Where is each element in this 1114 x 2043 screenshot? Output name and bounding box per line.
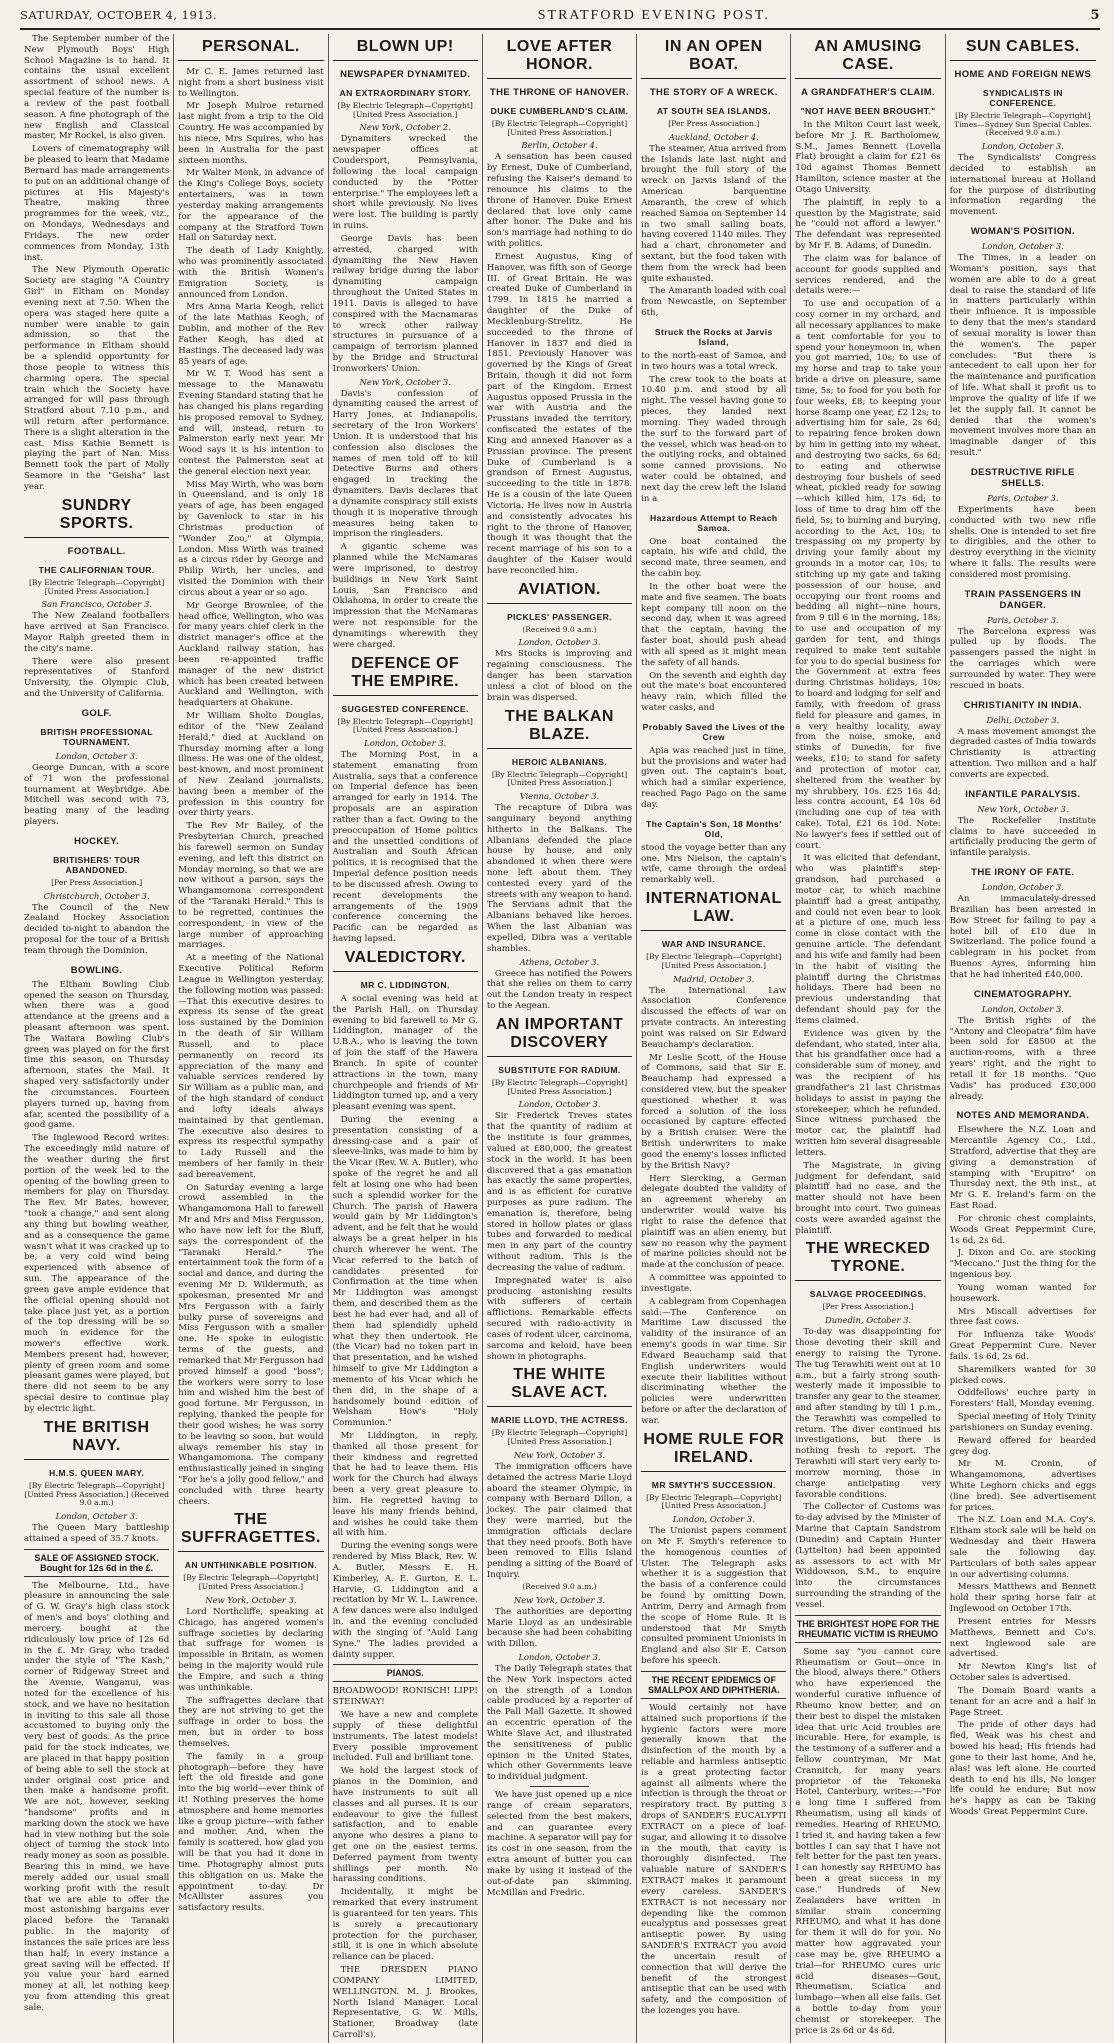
- wire-credit: [By Electric Telegraph—Copyright] [United Press Association.]: [337, 101, 473, 119]
- paragraph: To use and occupation of a cosy corner in my orchard, and all necessary appliances to make a tent comfortable for you to spend your honeymoon in, when you got married, 10s; to use of my horse and trap to take your bride a drive on pleasure, same time, 5s; to food for you both for four weeks, £8; to keeping your horse 8camp one year, £2 12s; to advertising him for sale, 2s 6d; to repairing fence broken down by him in getting into my wheat, and destroying two sacks, 6s 6d; to eating and otherwise destroying four bushels of seed wheat, pickled ready for sowing—which killed him, 17s 6d; to loss of time to drag him off the field, 5s; to burning and burying, according to the Act, 10s; to trespassing on my property by driving your family about my grounds in a motor car, 10s; to stitching up my gate and taking possession of our house, and occupying our front rooms and bedding all night—nine hours, from 9 till 6 in the morning, 18s; to use and occupation of my garden for tent, and things required to make tent suitable for you to do special business for the Government at extra fees during Christmas holidays, 10s; to board and lodging for self and family, with freedom of grass field for pleasure and games, in a very healthy locality, away from the noise, smoke, and stinks of Dunedin, for five weeks, £10; to stand for safety and protection of motor car, sheltered from the weather by my shrubbery, 10s. £25 16s 4d; less contra account, £4 10s 6d (including one cup of tea with cake). Total, £21 6s 10d. Note: No lawyer's fees if settled out of court.: [795, 299, 941, 851]
- wire-credit: (Received 9.0 a.m.): [522, 1581, 597, 1591]
- paragraph: Would certainly not have attained such proportions if the hygienic factors were more generally known that the disinfection of the mouth by a reliable and harmless antiseptic is a great protecting factor against all ailments where the infection is through the throat or respiratory tract. By putting 3 drops of SANDER'S EUCALYPTI EXTRACT on a piece of loaf-sugar, and allowing it to dissolve in the mouth, that cavity is thoroughly disinfected. The valuable nature of SANDER'S EXTRACT makes it paramount every careless. SANDER'S EXTRACT is not necessary nor depending like the common eucalyptus and possesses great antiseptic power. By using SANDER'S EXTRACT you avoid the uncertain result of connection that will derive the benefit of the strongest antiseptic that can be used with safety, and the composition of the lozenges you have.: [641, 1702, 787, 2017]
- paragraph: The authorities are deporting Marie Lloyd as an undesirable because she had been cohabiting with Dillon.: [486, 1606, 633, 1650]
- paragraph: THE DRESDEN PIANO COMPANY LIMITED, WELLINGTON. M. J. Brookes, North Island Manager. Local Representative, G. W. Mills, Stationer, Broadway (late Carroll's).: [332, 1965, 478, 2041]
- subheading: FOOTBALL.: [67, 545, 126, 557]
- column-2: [174, 34, 328, 2043]
- section-headline: AN AMUSING CASE.: [795, 38, 940, 79]
- paragraph: Herr Siercking, a German delegate doubted the validity of an agreement whereby an underwriter would waive his right to raise the defence that plaintiff was an alien enemy, but saw no reason why the payment of marine policies should not be made at the conclusion of peace.: [641, 1173, 787, 1271]
- dateline: London, October 3.: [518, 1099, 601, 1110]
- subheading: "NOT HAVE BEEN BROUGHT.": [800, 106, 936, 116]
- dateline: Delhi, October 3.: [986, 714, 1060, 725]
- wire-credit: [By Electric Telegraph—Copyright] [United Press Association.]: [491, 1077, 628, 1096]
- subheading: BRITISH PROFESSIONAL TOURNAMENT.: [40, 726, 153, 747]
- paragraph: At a meeting of the National Executive Political Reform League in Wellington yesterday, the following motion was passed:—That this executive desires to express its sense of the great loss sustained by the Dominion in the death of Sir William Russell, and to place permanently on record its appreciation of the many and valuable services rendered by Sir William as a public man, and of the high standard of conduct and lofty ideals always maintained by that gentleman. The executive also desires to express its respectful sympathy to Lady Russell and the members of her family in their sad bereavement.: [178, 953, 324, 1180]
- ad-headline: THE BRIGHTEST HOPE FOR THE RHEUMATIC VICTIM IS RHEUMO: [796, 1618, 940, 1639]
- dateline: Paris, October 3.: [987, 614, 1059, 625]
- paragraph: Mrs Stocks is improving and regaining consciousness. The danger has been starvation unless a clot of blood on the brain was dispersed.: [486, 649, 633, 703]
- paragraph: On Saturday evening a large crowd assembled in the Whangamomona Hall to farewell Mr and Mrs and Miss Fergusson, who have now left for the Bluff, says the correspondent of the "Taranaki Herald." The entertainment took the form of a social and dance, and during the evening Mr D. Wildermuth, as spokesman, presented Mr and Mrs Fergusson with a fairly bulky purse of sovereigns and Miss Fergusson with a smaller one. He spoke in eulogistic terms of the guests, and remarked that Mr Fergusson had proved himself a good "boss"; the workers were sorry to lose him and wished him the best of good fortune. Mr Fergusson, in replying, thanked the people for their good wishes; he was sorry to be leaving so soon, but would always remember his stay in Whangamomona. The company enthusiastically joined in singing "For he's a jolly good fellow," and concluded with three hearty cheers.: [178, 1182, 324, 1507]
- subheading: H.M.S. QUEEN MARY.: [49, 1467, 145, 1478]
- paragraph: Lovers of cinematography will be pleased to learn that Madame Bernard has made arrangements to put on an additional change of pictures at His Majesty's Theatre, making three programmes for the week, viz., on Mondays, Wednesdays and Fridays. The new order commences from Monday, 13th inst.: [24, 144, 170, 263]
- subheading: BOWLING.: [70, 964, 123, 976]
- paragraph: For Influenza take Woods' Great Peppermint Cure. Never fails. 1s 6d, 2s 6d.: [949, 1330, 1096, 1362]
- paragraph: Mr C. E. James returned last night from a short business visit to Wellington.: [178, 67, 324, 99]
- paragraph: The September number of the New Plymouth Boys' High School Magazine is to hand. It contains the usual excellent assortment of school news. A special feature of the number is a review of the past football season. A fine photograph of the new English and Classical master, Mr Rockel, is also given.: [24, 34, 170, 142]
- paragraph: Davis's confession of dynamiting caused the arrest of Harry Jones, at Indianapolis, secretary of the Iron Workers' Union. It is understood that his confession also discloses the names of men told off to kill Detective Burns and others engaged in tracking the dynamiters. Davis declares that a dynamite conspiracy still exists though it is inoperative through measures being taken to imprison the ringleaders.: [332, 388, 478, 540]
- dateline: London, October 3.: [364, 737, 447, 748]
- section-headline: THE WHITE SLAVE ACT.: [487, 1366, 632, 1407]
- subheading: THE THRONE OF HANOVER.: [489, 87, 630, 98]
- paragraph: The Domain Board wants a tenant for an acre and a half in Page Street.: [949, 1685, 1096, 1718]
- paragraph: The Unionist papers comment on Mr F. Smyth's reference to the homogenous counties of Ulster. The Telegraph asks whether it is a suggestion that the basis of a conference could be found by omitting Down, Antrim, Derry and Armagh from the scope of Home Rule. It is understood that Mr Smyth consulted prominent Unionists in England and also Sir E. Carson before his speech.: [641, 1526, 787, 1667]
- paragraph: Mr George Brownlee, of the head office, Wellington, who was for many years chief clerk in the district manager's office at the Auckland railway station, has been re-appointed traffic manager of the new district which has been created between Auckland and Wellington, with headquarters at Ohakune.: [178, 600, 324, 709]
- dateline: London, October 3.: [981, 241, 1064, 252]
- paragraph: Ernest Augustus, King of Hanover, was fifth son of George III. of Great Britain. He was created Duke of Cumberland in 1799. In 1815 he married a daughter of the Duke of Mecklenburg-Strelitz. He succeeded to the throne of Hanover in 1837 and died in 1851. Previously Hanover was governed by the Kings of Great Britain, though it did not form part of the Kingdom. Ernest Augustus opposed Prussia in the war with Austria and the Prussians invaded the territory, confiscated the estates of the King and annexed Hanover as a Prussian province. The present Duke of Cumberland is a grandson of Ernest Augustus, succeeding to the title in 1878. He is a cousin of the late Queen Victoria. He lives now in Austria and consistently advocates his right to the throne of Hanover, though it was thought that the recent marriage of his son to a daughter of the Kaiser would have reconciled him.: [486, 251, 633, 576]
- section-headline: AVIATION.: [487, 581, 632, 604]
- section-headline: THE BRITISH NAVY.: [24, 1419, 169, 1460]
- paragraph: It was elicited that defendant, who was plaintiff's step-grandson, had purchased a motor car, to which machine plaintiff had a great antipathy, and could not even bear to look at a picture of one, much less come in close contact with the genuine article. The defendant and his wife and family had been in the habit of visiting the plaintiff during the Christmas holidays. There had been no previous understanding that defendant should pay for the items claimed.: [795, 853, 941, 1026]
- paragraph: The steamer, Atua arrived from the Islands late last night and brought the full story of the wreck on Jarvis Island of the American barquentine Amaranth, the crew of which reached Samoa on September 14 in two small sailing boats, having covered 1140 miles. They had a chart, chronometer and sextant, but the food taken with them from the wreck had been quite exhausted.: [641, 143, 787, 284]
- paragraph: Mr William Sholto Douglas, editor of the "New Zealand Herald," died at Auckland on Thursday morning after a long illness. He was one of the oldest, best-known, and most prominent of New Zealand journalists, having been a member of the profession in this country for over thirty years.: [178, 711, 324, 819]
- paragraph: Mr M. Cronin, of Whangamomona, advertises White Leghorn chicks and eggs (line bred). See advertisement for prices.: [949, 1459, 1096, 1513]
- paragraph: George Duncan, with a score of 71 won the professional tournament at Weybridge. Abe Mitchell was second with 73, beating many of the leading players.: [24, 762, 170, 827]
- columns: [20, 34, 1100, 2041]
- section-headline: HOME RULE FOR IRELAND.: [641, 1431, 786, 1472]
- subheading: AT SOUTH SEA ISLANDS.: [656, 106, 771, 116]
- paragraph: The Queen Mary battleship attained a speed of 35.7 knots.: [24, 1522, 170, 1544]
- paragraph: Mr Walter Monk, in advance of the King's College Boys, society entertainers, was in town yesterday making arrangements for the appearance of the company at the Stratford Town Hall on Saturday next.: [178, 168, 324, 244]
- dateline: New York, October 3.: [513, 1449, 606, 1460]
- paragraph: A committee was appointed to investigate.: [641, 1273, 787, 1294]
- dateline: Athens, October 3.: [519, 956, 600, 967]
- section-headline: THE SUFFRAGETTES.: [178, 1511, 323, 1552]
- subheading: SALVAGE PROCEEDINGS.: [809, 1289, 927, 1300]
- paragraph: to the north-east of Samoa, and in two hours was a total wreck.: [641, 350, 787, 372]
- paragraph: The Eltham Bowling Club opened the season on Thursday, when there was a good attendance at the greens and a pleasant afternoon was spent. The Waitara Bowling Club's green was played on for the first time this season, on Thursday afternoon, states the Mail. It shaped very satisfactorily under the circumstances. Fourteen players turned up, having from afar, scented the possibility of a good game.: [24, 979, 170, 1131]
- paragraph: Mrs Anna Maria Keogh, relict of the late Mathias Keogh, of Dublin, and mother of the Rev Father Keogh, has died at Hastings. The deceased lady was 85 years of age.: [178, 302, 324, 367]
- paragraph: The recapture of Dibra was sanguinary beyond anything hitherto in the Balkans. The Albanians defended the place house by house, and only abandoned it when there were none left about them. They contested every yard of the streets with any weapon to hand. The Servians admit that the Albanians behaved like heroes. When the last Albanian was expelled, Dibra was a veritable shambles.: [486, 803, 633, 954]
- paragraph: We hold the largest stock of pianos in the Dominion, and have instruments to suit all classes and all purses. It is our endeavour to give the fullest satisfaction, and to enable anyone who desires a piano to get one on the easiest terms. Deferred payment from twenty shillings per month. No harassing conditions.: [332, 1766, 478, 1885]
- dateline: London, October 3.: [981, 141, 1064, 152]
- paragraph: Miss May Wirth, who was born in Queensland, and is only 18 years of age, has been engaged by Gavenlock to star in his Christmas production of "Wonder Zoo," at Olympia, London. Miss Wirth was trained as a circus rider by George and Philip Wirth, her uncles, and visited the Dominion with their circus about a year or so ago.: [178, 479, 324, 598]
- dateline: Paris, October 3.: [987, 492, 1059, 503]
- paragraph: One boat contained the captain, his wife and child, the second mate, three seamen, and the cabin boy.: [641, 536, 787, 580]
- paragraph: The Collector of Customs was to-day advised by the Minister of Marine that Captain Sandstrom (Dunedin) and Captain Hunter (Lyttelton) had been appointed as assessors to act with Mr Widdowson, S.M., to enquire into the circumstances surrounding the stranding of the vessel.: [795, 1502, 941, 1610]
- subheading: THE CALIFORNIAN TOUR.: [38, 564, 155, 575]
- paragraph: A gigantic scheme was planned while the McNamaras were imprisoned, to destroy buildings in New York Saint Louis, San Francisco and Oklahoma, in order to create the impression that the McNamaras were not responsible for the dynamitings wherewith they were charged.: [332, 542, 478, 650]
- subheading: AN EXTRAORDINARY STORY.: [339, 88, 471, 98]
- wire-credit: [By Electric Telegraph—Copyright] [United Press Association.]: [337, 716, 473, 735]
- wire-credit: [Per Press Association.]: [51, 877, 143, 887]
- paragraph: A cablegram from Copenhagen said:—The Conference on Maritime Law discussed the validity of the insurance of an enemy's goods in war time. Sir Edward Beauchamp said that English underwriters would execute their liabilities without discriminating whether the policies were underwritten before or after the declaration of war.: [641, 1296, 787, 1426]
- paragraph: The Rev Mr Bailey, of the Presbyterian Church, preached his farewell sermon on Sunday evening, and left this district on Monday morning, so that we are now without a parson, says the Whangamomona correspondent of the "Taranaki Herald." This is to be regretted, continues the correspondent, in view of the large number of approaching marriages.: [178, 821, 324, 951]
- paragraph: The family in a group photograph—before they have left the old fireside and gone into the big world—ever think of it! Nothing preserves the home atmosphere and home memories like a group picture—with father and mother. And, when the family is scattered, how glad you will be that you had it done in time. Photography almost puts this obligation on us. Make the appointment to-day. Dr McAllister assures you satisfactory results.: [178, 1751, 324, 1914]
- paragraph: Experiments have been conducted with two new rifle shells. One is intended to set fire to dirigibles, and the other to destroy everything in the vicinity where it falls. The results were considered most promising.: [949, 504, 1096, 580]
- dateline: London, October 3.: [518, 1652, 601, 1662]
- paragraph: Incidentally, it might be remarked that every instrument is guaranteed for ten years. This is surely a precautionary protection for the purchaser, still, it is one in which absolute reliance can be placed.: [332, 1887, 478, 1963]
- paragraph: The International Law Association Conference discussed the effects of war on private contracts. An interesting point was raised on Sir Edward Beauchamp's declaration.: [641, 985, 787, 1050]
- subheading: INFANTILE PARALYSIS.: [965, 788, 1081, 800]
- dateline: Berlin, October 4.: [521, 140, 598, 151]
- subheading: HOCKEY.: [74, 835, 120, 847]
- advertisement: [333, 1664, 478, 1682]
- paragraph: BROADWOOD! RONISCH! LIPP! STEINWAY!: [332, 1686, 478, 1708]
- subheading: PICKLES' PASSENGER.: [506, 611, 612, 622]
- paragraph: The Syndicalists' Congress decided to establish an international bureau at Holland for the purpose of distributing information regarding the movement.: [949, 153, 1096, 218]
- paragraph: Evidence was given by the defendant, who stated, inter alia, that his grandfather once had a considerable sum of money, and was the recipient of his grandfather's 21 last Christmas holidays to assist in paying the storekeeper, which he refunded. Since witness purchased the motor car, the plaintiff had written him several disagreeable letters.: [795, 1028, 941, 1158]
- paragraph: We have just opened up a nice range of cream separators, selected from the best makers, and can guarantee every machine. A separator will pay for its cost in one season, from the extra amount of butter you can make by using it instead of the out-of-date pan skimming. McMillan and Fredric.: [486, 1790, 633, 1898]
- paragraph: To-day was disappointing for those devoting their skill and energy to raising the Tyrone. The tug Terawhiti went out at 10 a.m., but a fairly strong south-westerly made it impossible to transfer any gear to the steamer, and after standing by till 1 p.m., the Terawhiti was compelled to return. The diver continued his investigations, but there is nothing fresh to report. The Terawhiti will start very early to-morrow morning, those in charge anticipating very favorable conditions.: [795, 1327, 941, 1500]
- paragraph: Lord Northcliffe, speaking at Chicago, has angered women's suffrage societies by declaring that suffrage for women is impossible in Britain, as women being in the majority would rule the Empire, and such a thing was unthinkable.: [178, 1606, 324, 1693]
- wire-credit: [By Electric Telegraph—Copyright] [United Press Association.] (Received 9.0 a.m.): [24, 1480, 169, 1508]
- dateline: New York, October 3.: [359, 376, 451, 387]
- dateline: New York, October 2.: [359, 122, 451, 133]
- subheading: DUKE CUMBERLAND'S CLAIM.: [490, 106, 629, 116]
- paragraph: George Davis has been arrested, charged with dynamiting the New Haven railway bridge during the labor dynamiting campaign throughout the United States in 1911. Davis is alleged to have conspired with the Macnamaras to wreck other railway structures in pursuance of a campaign of terrorism planned by the Bridge and Structural Ironworkers' Union.: [332, 233, 478, 374]
- dateline: London, October 3.: [55, 750, 138, 761]
- subheading: BRITISHERS' TOUR ABANDONED.: [53, 854, 141, 875]
- dateline: Dunedin, October 3.: [824, 1315, 912, 1326]
- wire-credit: [By Electric Telegraph—Copyright] [United Press Association.]: [491, 1428, 628, 1447]
- wire-credit: [By Electric Telegraph—Copyright] [United Press Association.]: [491, 769, 628, 788]
- advertisement: [795, 1615, 940, 1643]
- issue-date: SATURDAY, OCTOBER 4, 1913.: [20, 8, 218, 22]
- paragraph: In the Milton Court last week, before Mr J. R. Bartholomew, S.M., James Bennett (Lovella Flat) brought a claim for £21 6s 10d against Thomas Bennett Hamilton, science master at the Otago University.: [795, 120, 941, 195]
- paragraph: The Inglewood Record writes: The exceedingly mild nature of the weather during the first portion of the week led to the opening of the bowling green to members for play on Thursday. The Rev. Mr Bates, however, "took a change," and sent along any thing but bowling weather, and as a consequence the game wasn't what it was cracked up to be, a very cold wind being experienced with absence of sun. The appearance of the green gave ample evidence that the official opening should not take place just yet, as a portion of the top dressing will be so much in evidence for the mower's effective work. Members present had, however, plenty of green room and some pleasant games were played, but there did not seem to be any special desire to continue play by electric light.: [24, 1133, 170, 1414]
- section-headline: SUNDRY SPORTS.: [24, 497, 169, 538]
- paragraph: Mr Liddington, in reply, thanked all those present for their kindness and regretted that he had to leave them. His work for the Church had always been a very great pleasure to him. He regretted having to leave his many friends behind, and wishes he could take them all with him.: [332, 1431, 478, 1539]
- advertisement: [641, 1671, 786, 1699]
- paragraph: The immigration officers have detained the actress Marie Lloyd aboard the steamer Olympic, in company with Bernard Dillon, a jockey. The pair claimed that they were married, but the immigration officials declare that they need proofs. Both have been removed to Ellis Island pending a sitting of the Board of Inquiry.: [486, 1461, 633, 1581]
- paragraph: The death of Lady Knightly, who was prominently associated with the British Women's Emigration Society, is announced from London.: [178, 246, 324, 300]
- paragraph: The Rockefeller Institute claims to have succeeded in artificially producing the germ of infantile paralysis.: [949, 815, 1096, 859]
- paragraph: Young woman wanted for housework.: [949, 1282, 1096, 1304]
- wire-credit: [By Electric Telegraph—Copyright] [United Press Association.]: [646, 952, 782, 970]
- subheading: The Captain's Son, 18 Months' Old,: [646, 818, 782, 839]
- section-headline: PERSONAL.: [178, 38, 323, 61]
- ad-headline: THE RECENT EPIDEMICS OF SMALLPOX AND DIPHTHERIA.: [647, 1674, 780, 1695]
- wire-credit: [Per Press Association.]: [822, 1302, 914, 1312]
- wire-credit: [By Electric Telegraph—Copyright] [United Press Association.]: [28, 577, 165, 596]
- section-headline: AN IMPORTANT DISCOVERY: [487, 1016, 632, 1057]
- advertisement: [24, 1549, 169, 1577]
- paragraph: Reward offered for bearded grey dog.: [949, 1435, 1096, 1457]
- paragraph: The British rights of the "Antony and Cleopatra" film have been sold for £8500 at the auction-rooms, with a three years' right, and the right to retail it for 18 months. "Quo Vadis" has produced £30,000 already.: [949, 1015, 1096, 1102]
- subheading: CHRISTIANITY IN INDIA.: [963, 699, 1083, 711]
- section-headline: SUN CABLES.: [950, 38, 1096, 61]
- subheading: THE IRONY OF FATE.: [971, 867, 1075, 879]
- subheading: Hazardous Attempt to Reach Samoa.: [650, 512, 778, 533]
- subheading: TRAIN PASSENGERS IN DANGER.: [964, 588, 1082, 611]
- subheading: Probably Saved the Lives of the Crew: [642, 721, 785, 742]
- paragraph: The Barcelona express was pulled up by floods. The passengers passed the night in the carriages which were surrounded by water. They were rescued in boats.: [949, 626, 1096, 691]
- paragraph: stood the voyage better than any one. Mrs Nielson, the captain's wife, came through the ordeal remarkably well.: [641, 842, 787, 886]
- paragraph: Special meeting of Holy Trinity parishioners on Sunday evening.: [949, 1412, 1096, 1433]
- wire-credit: [By Electric Telegraph—Copyright] [United Press Association.]: [491, 119, 628, 137]
- subheading: WAR AND INSURANCE.: [661, 939, 766, 950]
- dateline: London, October 3.: [55, 1510, 138, 1521]
- divider: [530, 1786, 588, 1787]
- paragraph: The Magistrate, in giving judgment for defendant, said plaintiff had no case, and the matter should not have been brought into court. Two guineas costs were awarded against the plaintiff.: [795, 1160, 941, 1236]
- dateline: New York, October 3.: [513, 1594, 606, 1605]
- subheading: MARIE LLOYD, THE ACTRESS.: [491, 1415, 628, 1426]
- paragraph: The claim was for balance of account for goods supplied and services rendered, and the details were:—: [795, 253, 941, 297]
- subheading: SYNDICALISTS IN CONFERENCE.: [982, 88, 1063, 108]
- column-6: [791, 34, 945, 2043]
- subheading: AN UNTHINKABLE POSITION.: [184, 1560, 318, 1571]
- dateline: London, October 3.: [672, 1514, 755, 1525]
- wire-credit: [Per Press Association.]: [668, 119, 760, 128]
- dateline: Christchurch, October 3.: [43, 890, 150, 901]
- subheading: THE STORY OF A WRECK.: [649, 87, 778, 98]
- newspaper-title: STRATFORD EVENING POST.: [537, 8, 770, 23]
- paragraph: Impregnated water is also producing astonishing results with sufferers of certain afflictions. Remarkable effects secured with radio-activity in cases of rodent ulcer, carcinoma, sarcoma and keloid, have been shown in photographs.: [486, 1275, 633, 1362]
- dateline: New York, October 3.: [977, 803, 1069, 814]
- subheading: DESTRUCTIVE RIFLE SHELLS.: [970, 466, 1075, 489]
- paragraph: Apia was reached just in time, but the provisions and water had given out. The captain's boat, which had a similar experience, reached Pago Pago on the same day.: [641, 745, 787, 810]
- paragraph: The plaintiff, in reply to a question by the Magistrate, said he "could not afford a lawyer." The defendant was represented by Mr F. B. Adams, of Dunedin.: [795, 197, 941, 252]
- dateline: Vienna, October 3.: [519, 791, 600, 802]
- subheading: HOME AND FOREIGN NEWS: [954, 69, 1092, 80]
- column-7: [946, 34, 1100, 2043]
- paragraph: Oddfellows' euchre party in Foresters' Hall, Monday evening.: [949, 1388, 1096, 1410]
- subheading: WOMAN'S POSITION.: [970, 226, 1075, 238]
- masthead: [20, 8, 1100, 30]
- paragraph: The Times, in a leader on Woman's position, says that women are able to do a great deal to raise the standard of life in matters particularly within their influence. It is impossible to deny that the men's standard of sexual morality is lower than the women's. The paper concludes: "But there is antecedent to call upon her for the maintenance and purification of life. What shall it profit us to improve the quality of life if we let the supply fail. It cannot be denied that the women's movement involves more than an imaginable danger of this result.": [949, 253, 1096, 459]
- subheading: HEROIC ALBANIANS.: [511, 756, 608, 767]
- paragraph: Greece has notified the Powers that she relies on them to carry out the London treaty in respect to the Aegean.: [486, 968, 633, 1012]
- section-headline: THE BALKAN BLAZE.: [487, 708, 632, 749]
- paragraph: The N.Z. Loan and M.A. Coy's. Eltham stock sale will be held on Wednesday and their Hawera sale the following day. Particulars of both sales appear in our advertising columns.: [949, 1515, 1096, 1580]
- paragraph: The Morning Post, in a statement emanating from Australia, says that a conference on Imperial defence has been arranged for early in 1914. The proposals are an aspiration rather than a fact. Owing to the preoccupation of Home politics and the unsettled conditions of Australian and South African politics, it is recognised that the Imperial defence position needs to be discussed afresh. Owing to recent developments the arrangements of the 1909 conference concerning the Pacific can be regarded as having lapsed.: [332, 749, 478, 945]
- paragraph: The suffragettes declare that they are not striving to get the suffrage in order to boss the men, but in order to boss themselves.: [178, 1695, 324, 1749]
- paragraph: The Council of the New Zealand Hockey Association decided to-night to abandon the proposal for the tour of a British team through the Dominion.: [24, 902, 170, 956]
- paragraph: We have a new and complete supply of these delightful instruments. The latest models! Every possible improvement included. Full and brilliant tone.: [332, 1710, 478, 1764]
- paragraph: Mr Leslie Scott, of the House of Commons, said that Sir E. Beauchamp had expressed a considered view, but the speaker questioned whether it was forced a solution of the loss occasioned by capture effected by a British cruiser. Were the British underwriters to make good the enemy's losses inflicted by the British Navy?: [641, 1052, 787, 1171]
- subheading: A GRANDFATHER'S CLAIM.: [801, 87, 936, 98]
- ad-subheadline: Bought for 12s 6d in the £.: [40, 1562, 154, 1573]
- section-headline: DEFENCE OF THE EMPIRE.: [333, 655, 478, 696]
- section-headline: THE WRECKED TYRONE.: [795, 1240, 940, 1281]
- paragraph: A social evening was held at the Parish Hall, on Thursday evening to bid farewell to Mr G. Liddington, manager of the U.B.A., who is leaving the town of join the staff of the Hawera Branch. In spite of counter attractions in the town, many churchpeople and friends of Mr Liddington turned up, and a very pleasant evening was spent.: [332, 993, 478, 1113]
- dateline: Auckland, October 4.: [668, 131, 759, 142]
- section-headline: INTERNATIONAL LAW.: [641, 890, 786, 931]
- paragraph: Elsewhere the N.Z. Loan and Mercantile Agency Co., Ltd., Stratford, advertise that they are giving a demonstration of stamping with "Erupitro" on Thursday next, the 9th inst., at Mr G. E. Ireland's farm on the East Road.: [949, 1125, 1096, 1212]
- dateline: London, October 3.: [518, 637, 601, 648]
- dateline: Madrid, October 3.: [673, 973, 755, 984]
- paragraph: Present entries for Messrs Matthews, Bennett and Co's. next Inglewood sale are advertised.: [949, 1616, 1096, 1660]
- paragraph: Messrs Matthews and Bennett hold their spring horse fair at Inglewood on October 17th.: [949, 1582, 1096, 1615]
- column-4: [483, 34, 637, 2043]
- paragraph: Mr Joseph Mulroe returned last night from a trip to the Old Country. He was accompanied by his niece, Mrs Squires, who has been in Australia for the past sixteen months.: [178, 101, 324, 166]
- paragraph: During the evening songs were rendered by Miss Black, Rev. W. A. Butler, Messrs E. H. Kimberley, A. E. Gurton, E. L. Harvie, G. Liddington and a recitation by Mr W. L. Lawrence. A few dances were also indulged in, and the evening concluded with the singing of "Auld Lang Syne." The ladies provided a dainty supper.: [332, 1541, 478, 1660]
- wire-credit: [By Electric Telegraph—Copyright] Times—Sydney Sun Special Cables. (Received 9.0 a.m.): [954, 111, 1092, 138]
- paragraph: J. Dixon and Co. are stocking "Meccano." Just the thing for the ingenious boy.: [949, 1248, 1096, 1281]
- subheading: NOTES AND MEMORANDA.: [956, 1110, 1090, 1122]
- subheading: SUBSTITUTE FOR RADIUM.: [498, 1064, 621, 1075]
- subheading: CINEMATOGRAPHY.: [973, 988, 1072, 1000]
- wire-credit: [By Electric Telegraph—Copyright] [United Press Association.]: [646, 1492, 782, 1511]
- paragraph: The crew took to the boats at 10.40 p.m. and stood by all night. The vessel having gone to pieces, they landed next morning. They waded through the surf to the forward part of the vessel, which was head-on to the outlying rocks, and obtained some canned provisions. No water could be obtained, and next day the crew left the Island in a: [641, 374, 787, 504]
- paragraph: The Melbourne, Ltd., have pleasure in announcing the sale of G. W. Gray's high class stock of men's and boys' clothing and mercery, bought at the ridiculously low price of 12s 6d in the £. Mr Gray, who traded under the style of "The Kash," corner of Ridgeway Street and the Avenue, Wanganui, was noted for the excellence of his stock, and we have no hesitation in inviting to this sale all those accustomed to buying only the very best of goods. As the price paid for the stock indicates, we are placed in that happy position of being able to sell the stock at under original cost price and then make a handsome profit. We are not, however, seeking "handsome" profits and in marking down the stock we have had in view nothing but the sole object of turning the stock into ready money as soon as possible. Bearing this in mind, we have merely added our usual small working profit with the result that we are able to offer the most astonishing bargains ever placed before the Taranaki public. In the majority of instances the sale prices are less than half; in every instance a great saving will be effected. If you value your hard earned money at all, let nothing keep you from attending this great sale.: [24, 1580, 170, 2013]
- paragraph: The Daily Telegraph states that the New York inspectors acted on the strength of a London cable produced by a reporter of the Pall Mall Gazette. It showed an eccentric operation of the White Slave Act, and illustrated the sensitiveness of public opinion in the United States, which other Governments leave to individual judgment.: [486, 1664, 633, 1783]
- paragraph: Sharemilkers wanted for 30 picked cows.: [949, 1364, 1096, 1386]
- paragraph: There were also present representatives of Stanford University, the Olympic Club, and the University of California.: [24, 656, 170, 700]
- subheading: Struck the Rocks at Jarvis Island,: [654, 326, 773, 347]
- paragraph: Dynamiters wrecked the newspaper offices at Coudersport, Pennsylvania, following the local campaign conducted by the "Potter enterprise." The employees left a short while previously. No lives were lost. The building is partly in ruins.: [332, 134, 478, 232]
- paragraph: Some say "you cannot cure Rheumatism or Gout—once in the blood, always there." Others who have experienced the wonderful curative influence of Rheumo know better, and on their best to dispel the mistaken idea that uric Acid troubles are incurable. Here, for example, is the testimony of a sufferer and a fellow countryman, Mr Mat Crannitch, for many years proprietor of the Tekoneka Hotel, Canterbury, writes:—"For a long time I suffered from Rheumatism, using all kinds of remedies. Hearing of RHEUMO, I tried it, and having taken a few bottles I can say that I have not felt better for the past ten years. I can honestly say RHEUMO has been a great success in my case." Hundreds of New Zealanders have written in similar strain concerning RHEUMO, and what it has done for them it will do for you. No matter how aggravated your case may be, give RHEUMO a trial—for RHEUMO cures uric acid diseases—Gout, Rheumatism, Sciatica and lumbago—when all else fails. Get a bottle to-day from your chemist or storekeeper. The price is 2s 6d or 4s 6d.: [795, 1646, 941, 2036]
- section-headline: IN AN OPEN BOAT.: [641, 38, 786, 79]
- wire-credit: [By Electric Telegraph—Copyright] [United Press Association.]: [183, 1573, 319, 1592]
- subheading: NEWSPAPER DYNAMITED.: [340, 69, 471, 80]
- column-3: [329, 34, 483, 2043]
- section-headline: LOVE AFTER HONOR.: [487, 38, 632, 79]
- paragraph: Mr W. T. Wood has sent a message to the Manawatu Evening Standard stating that he has changed his plans regarding his proposed removal to Sydney, and will, instead, return to Palmerston early next year. Mr Wood says it is his intention to contest the Palmerston seat at the general election next year.: [178, 369, 324, 477]
- subheading: MR C. LIDDINGTON.: [360, 979, 450, 990]
- dateline: San Francisco, October 3.: [41, 599, 152, 610]
- paragraph: For chronic chest complaints, Woods Great Peppermint Cure, 1s 6d, 2s 6d.: [949, 1213, 1096, 1246]
- section-headline: VALEDICTORY.: [333, 949, 478, 972]
- dateline: London, October 3.: [981, 882, 1064, 893]
- column-1: [20, 34, 174, 2043]
- subheading: MR SMYTH'S SUCCESSION.: [651, 1479, 776, 1490]
- section-headline: BLOWN UP!: [333, 38, 478, 61]
- paragraph: The New Zealand footballers have arrived at San Francisco. Mayor Ralph greeted them in the city's name.: [24, 611, 170, 654]
- paragraph: The Amaranth loaded with coal from Newcastle, on September 6th,: [641, 286, 787, 319]
- paragraph: A sensation has been caused by Ernest, Duke of Cumberland, refusing the Kaiser's demand to renounce his claims to the throne of Hanover. Duke Ernest declared that love only came after honor. The Duke and his son's marriage had nothing to do with politics.: [486, 152, 633, 250]
- wire-credit: (Received 9.0 a.m.): [522, 624, 597, 634]
- paragraph: On the seventh and eighth day out the mate's boat encountered heavy rain, which filled the water casks, and: [641, 670, 787, 713]
- paragraph: The New Plymouth Operatic Society are staging "A Country Girl" in Eltham on Monday evening next at 7.50. When the opera was staged here quite a number were unable to gain admission, so that the performance in Eltham should be a splendid opportunity for those people to witness this charming opera. The special train which the Society have arranged for will pass through Stratford about 7.10 p.m., and will return after performance. There is a slight alteration in the cast. Miss Kathie Bennett is playing the part of Nan. Miss Bennett took the part of Molly Seamore in the "Geisha" last year.: [24, 265, 170, 492]
- dateline: London, October 3.: [981, 1003, 1064, 1014]
- paragraph: Mrs Miscall advertises for three fast cows.: [949, 1306, 1096, 1328]
- paragraph: The pride of other days had fled, Weak was his chest and bowed his head; His friends had gone to their last home, And he, alas! was left alone. He courted death to end his ills, No longer life could he endure; But now he's happy as can be Taking Woods' Great Peppermint Cure.: [949, 1720, 1096, 1818]
- column-5: [637, 34, 791, 2043]
- paragraph: An immaculately-dressed Brazilian has been arrested in Bow Street for failing to pay a hotel bill of £10 due in Switzerland. The police found a cablegram in his pocket from Buenos Ayres, informing him that he had inherited £40,000.: [949, 894, 1096, 980]
- paragraph: A mass movement amongst the degraded castes of India towards Christianity is attracting attention. Two million and a half converts are expected.: [949, 726, 1096, 780]
- subheading: SUGGESTED CONFERENCE.: [341, 703, 469, 714]
- paragraph: In the other boat were the mate and five seamen. The boats kept company till noon on the second day, when it was agreed that the captain, having the faster boat, should push ahead with all speed as it might mean the safety of all hands.: [641, 581, 787, 668]
- ad-headline: SALE OF ASSIGNED STOCK.: [34, 1552, 159, 1563]
- dateline: New York, October 3.: [205, 1594, 297, 1605]
- paragraph: Mr Newton King's list of October sales is advertised.: [949, 1662, 1096, 1684]
- ad-headline: PIANOS.: [386, 1668, 424, 1679]
- paragraph: Sir Frederick Treves states that the quantity of radium at the institute is four grammes, valued at £80,000, the greatest stock in the world. It has been discovered that a gas emanation has exactly the same properties, and is as efficient for curative purposes as pure radium. The emanation is, therefore, being stored in hollow plates or glass tubes and forwarded to medical men in any part of the country without radium. This is the decreasing the value of radium.: [486, 1111, 633, 1273]
- page-number: 5: [1090, 8, 1100, 23]
- paragraph: During the evening a presentation consisting of a dressing-case and a pair of sleeve-links, was made to him by the Vicar (Rev. W. A. Butler), who spoke of the regret he and all felt at losing one who had been such a splendid worker for the Church. The parish of Hawera would gain by Mr Liddington's advent, and he felt that he would always be a great helper in his church wherever he went. The Vicar referred to the batch of candidates presented for Confirmation at the time when Mr Liddington was amongst them, and described them as the best he had ever had, and all of them had splendidly upheld what they then undertook. He (the Vicar) had no token part in that presentation, and he wished himself to give Mr Liddington a memento of his Vicar which he then did, in the shape of a handsomely bound edition of Welsham How's "Holy Communion.": [332, 1114, 478, 1429]
- subheading: GOLF.: [81, 707, 112, 719]
